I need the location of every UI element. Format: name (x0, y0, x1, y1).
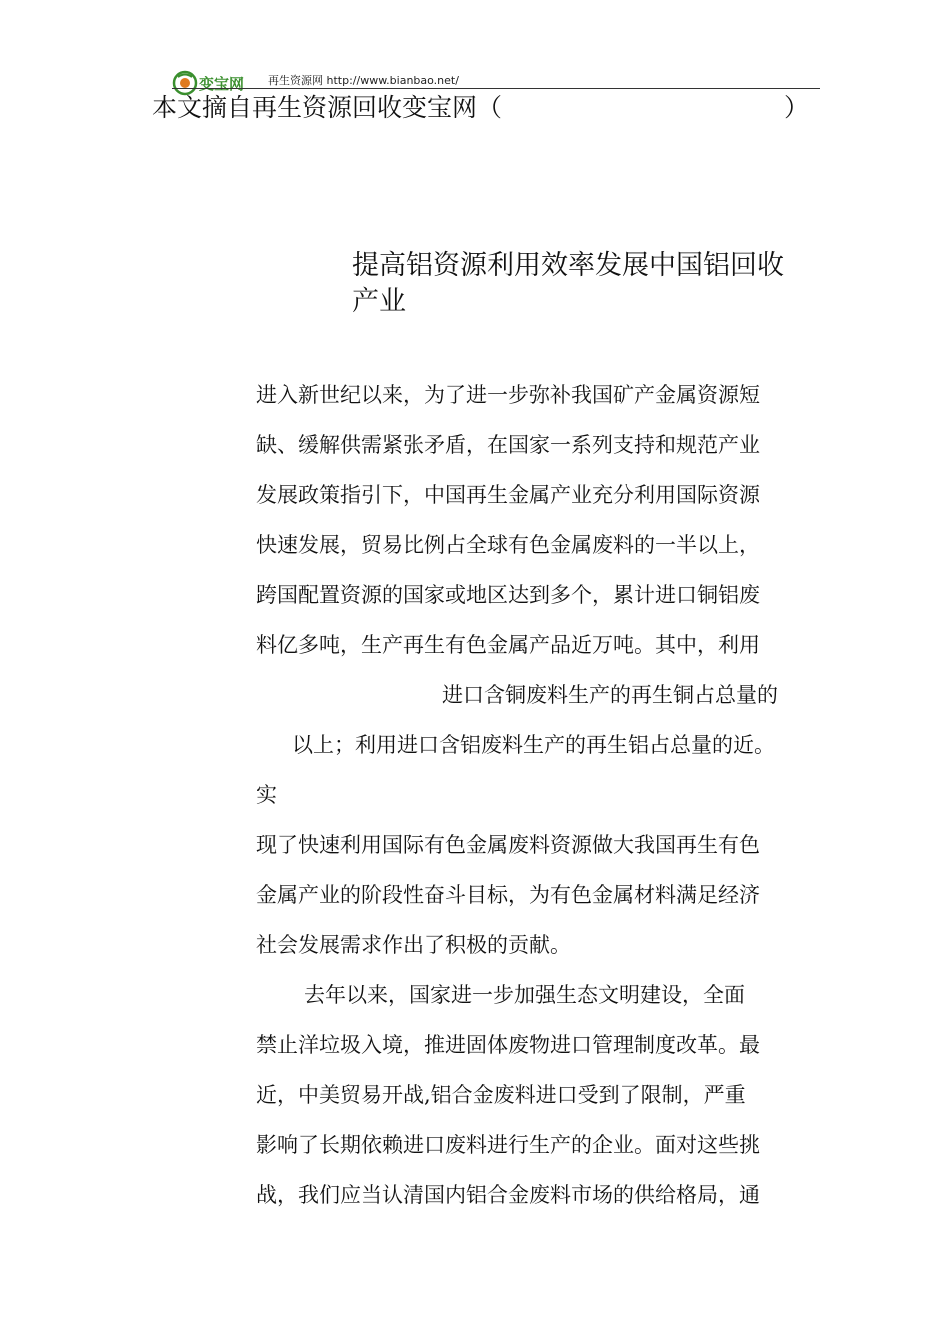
source-attribution: 本文摘自再生资源回收变宝网（ (152, 93, 503, 122)
body-line: 进入新世纪以来，为了进一步弥补我国矿产金属资源短 (256, 383, 760, 407)
header-url[interactable]: 再生资源网 http://www.bianbao.net/ (268, 74, 459, 87)
body-line: 以上；利用进口含铝废料生产的再生铝占总量的近。 (292, 733, 775, 757)
title-line: 提高铝资源利用效率发展中国铝回收 (352, 250, 784, 281)
body-line: 战，我们应当认清国内铝合金废料市场的供给格局，通 (256, 1183, 760, 1207)
logo-text: 变宝网 (199, 75, 245, 93)
body-line: 社会发展需求作出了积极的贡献。 (256, 933, 571, 957)
body-line: 进口含铜废料生产的再生铜占总量的 (442, 683, 778, 707)
body-line: 料亿多吨，生产再生有色金属产品近万吨。其中，利用 (256, 633, 760, 657)
article-title (352, 248, 832, 320)
body-line: 近，中美贸易开战,铝合金废料进口受到了限制，严重 (256, 1083, 746, 1107)
body-line: 影响了长期依赖进口废料进行生产的企业。面对这些挑 (256, 1133, 760, 1157)
body-line: 去年以来，国家进一步加强生态文明建设，全面 (304, 983, 745, 1007)
body-line: 现了快速利用国际有色金属废料资源做大我国再生有色 (256, 833, 760, 857)
body-line: 禁止洋垃圾入境，推进固体废物进口管理制度改革。最 (256, 1033, 760, 1057)
body-line: 实 (256, 783, 277, 807)
body-line: 跨国配置资源的国家或地区达到多个，累计进口铜铝废 (256, 583, 760, 607)
body-line: 缺、缓解供需紧张矛盾，在国家一系列支持和规范产业 (256, 433, 760, 457)
title-line: 产业 (352, 286, 406, 317)
body-line: 快速发展，贸易比例占全球有色金属废料的一半以上， (256, 533, 760, 557)
body-line: 金属产业的阶段性奋斗目标，为有色金属材料满足经济 (256, 883, 760, 907)
body-line: 发展政策指引下，中国再生金属产业充分利用国际资源 (256, 483, 760, 507)
source-attribution-close: ） (784, 93, 810, 122)
